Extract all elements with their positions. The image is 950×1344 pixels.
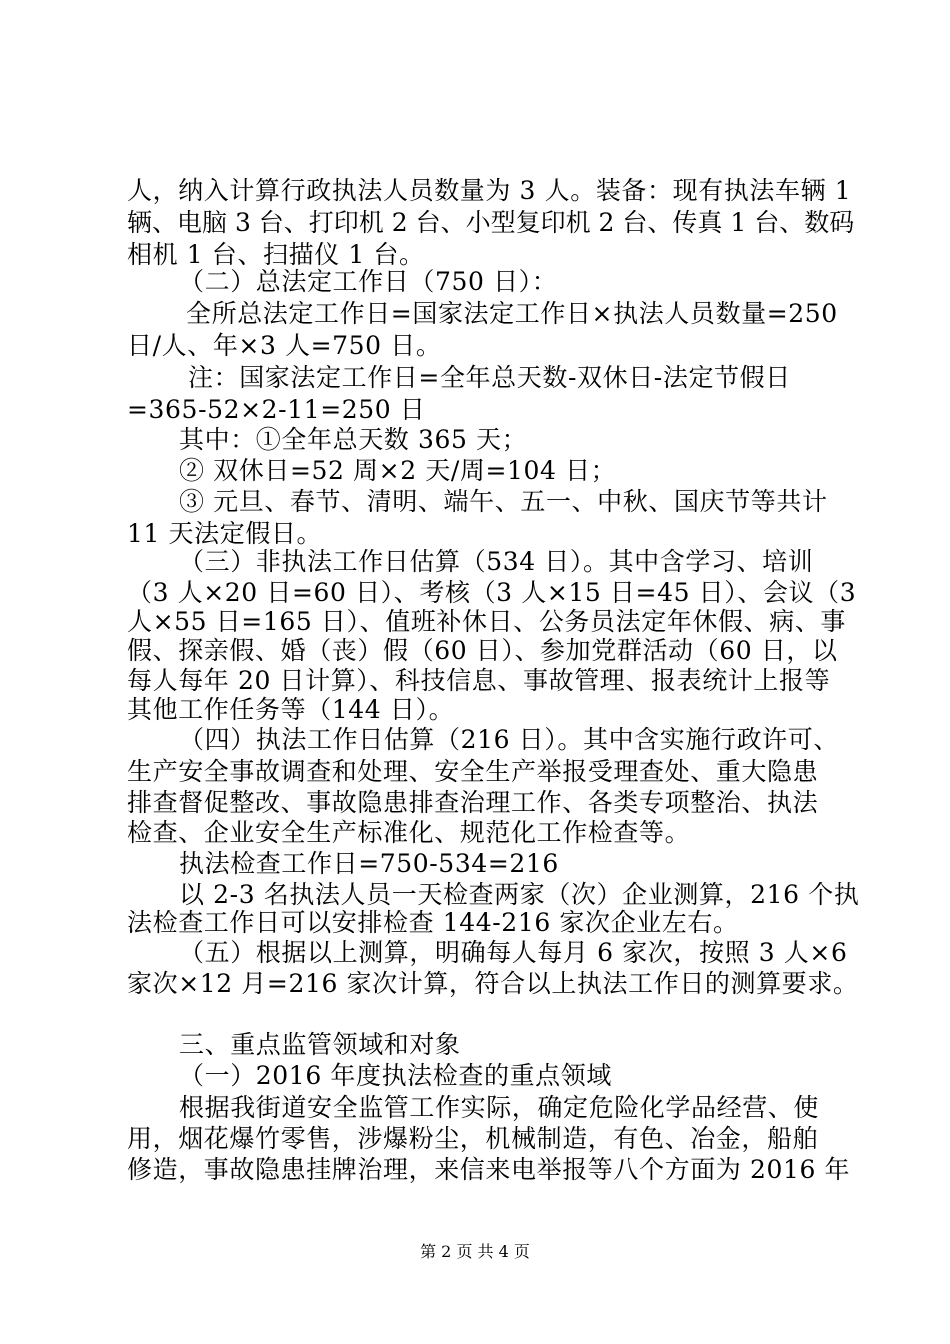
text-line-9: 其中：①全年总天数 365 天；	[179, 425, 528, 454]
text-line-11: ③ 元旦、春节、清明、端午、五一、中秋、国庆节等共计	[179, 487, 828, 516]
text-line-24: 以 2-3 名执法人员一天检查两家（次）企业测算，216 个执	[179, 880, 860, 909]
text-line-31: 用，烟花爆竹零售，涉爆粉尘，机械制造，有色、冶金，船舶	[127, 1124, 819, 1153]
section-heading-2: （二）总法定工作日（750 日）：	[179, 267, 558, 296]
text-line-17: 每人每年 20 日计算）、科技信息、事故管理、报表统计上报等	[127, 666, 831, 695]
text-line-23: 执法检查工作日=750-534=216	[179, 849, 559, 878]
text-line-25: 法检查工作日可以安排检查 144-216 家次企业左右。	[127, 908, 739, 937]
text-line-22: 检查、企业安全生产标准化、规范化工作检查等。	[127, 818, 691, 847]
text-line-5: 全所总法定工作日=国家法定工作日×执法人员数量=250	[186, 299, 838, 328]
text-line-32: 修造，事故隐患挂牌治理，来信来电举报等八个方面为 2016 年	[127, 1155, 851, 1184]
text-line-3: 相机 1 台、扫描仪 1 台。	[127, 240, 425, 269]
section-heading-5: （五）根据以上测算，明确每人每月 6 家次，按照 3 人×6	[179, 938, 848, 967]
text-line-6: 日/人、年×3 人=750 日。	[127, 331, 442, 360]
text-line-2: 辆、电脑 3 台、打印机 2 台、小型复印机 2 台、传真 1 台、数码	[127, 208, 855, 237]
text-line-15: 人×55 日=165 日）、值班补休日、公务员法定年休假、病、事	[127, 607, 847, 636]
subsection-heading-1: （一）2016 年度执法检查的重点领域	[179, 1061, 612, 1090]
text-line-12: 11 天法定假日。	[127, 519, 323, 548]
note-line: 注：国家法定工作日=全年总天数-双休日-法定节假日	[188, 363, 791, 392]
section-heading-three: 三、重点监管领域和对象	[179, 1030, 461, 1059]
text-line-14: （3 人×20 日=60 日）、考核（3 人×15 日=45 日）、会议（3	[127, 578, 857, 607]
text-line-30: 根据我街道安全监管工作实际，确定危险化学品经营、使	[179, 1093, 820, 1122]
text-line-16: 假、探亲假、婚（丧）假（60 日）、参加党群活动（60 日，以	[127, 636, 838, 665]
text-line-8: =365-52×2-11=250 日	[127, 395, 426, 424]
text-line-1: 人，纳入计算行政执法人员数量为 3 人。装备：现有执法车辆 1	[127, 176, 852, 205]
text-line-27: 家次×12 月=216 家次计算，符合以上执法工作日的测算要求。	[127, 969, 859, 998]
section-heading-3: （三）非执法工作日估算（534 日）。其中含学习、培训	[179, 547, 814, 576]
text-line-10: ② 双休日=52 周×2 天/周=104 日；	[179, 456, 617, 485]
text-line-20: 生产安全事故调查和处理、安全生产举报受理查处、重大隐患	[127, 757, 819, 786]
section-heading-4: （四）执法工作日估算（216 日）。其中含实施行政许可、	[179, 725, 839, 754]
page-number-footer: 第 2 页 共 4 页	[420, 1242, 530, 1261]
text-line-18: 其他工作任务等（144 日）。	[127, 695, 455, 724]
text-line-21: 排查督促整改、事故隐患排查治理工作、各类专项整治、执法	[127, 788, 819, 817]
